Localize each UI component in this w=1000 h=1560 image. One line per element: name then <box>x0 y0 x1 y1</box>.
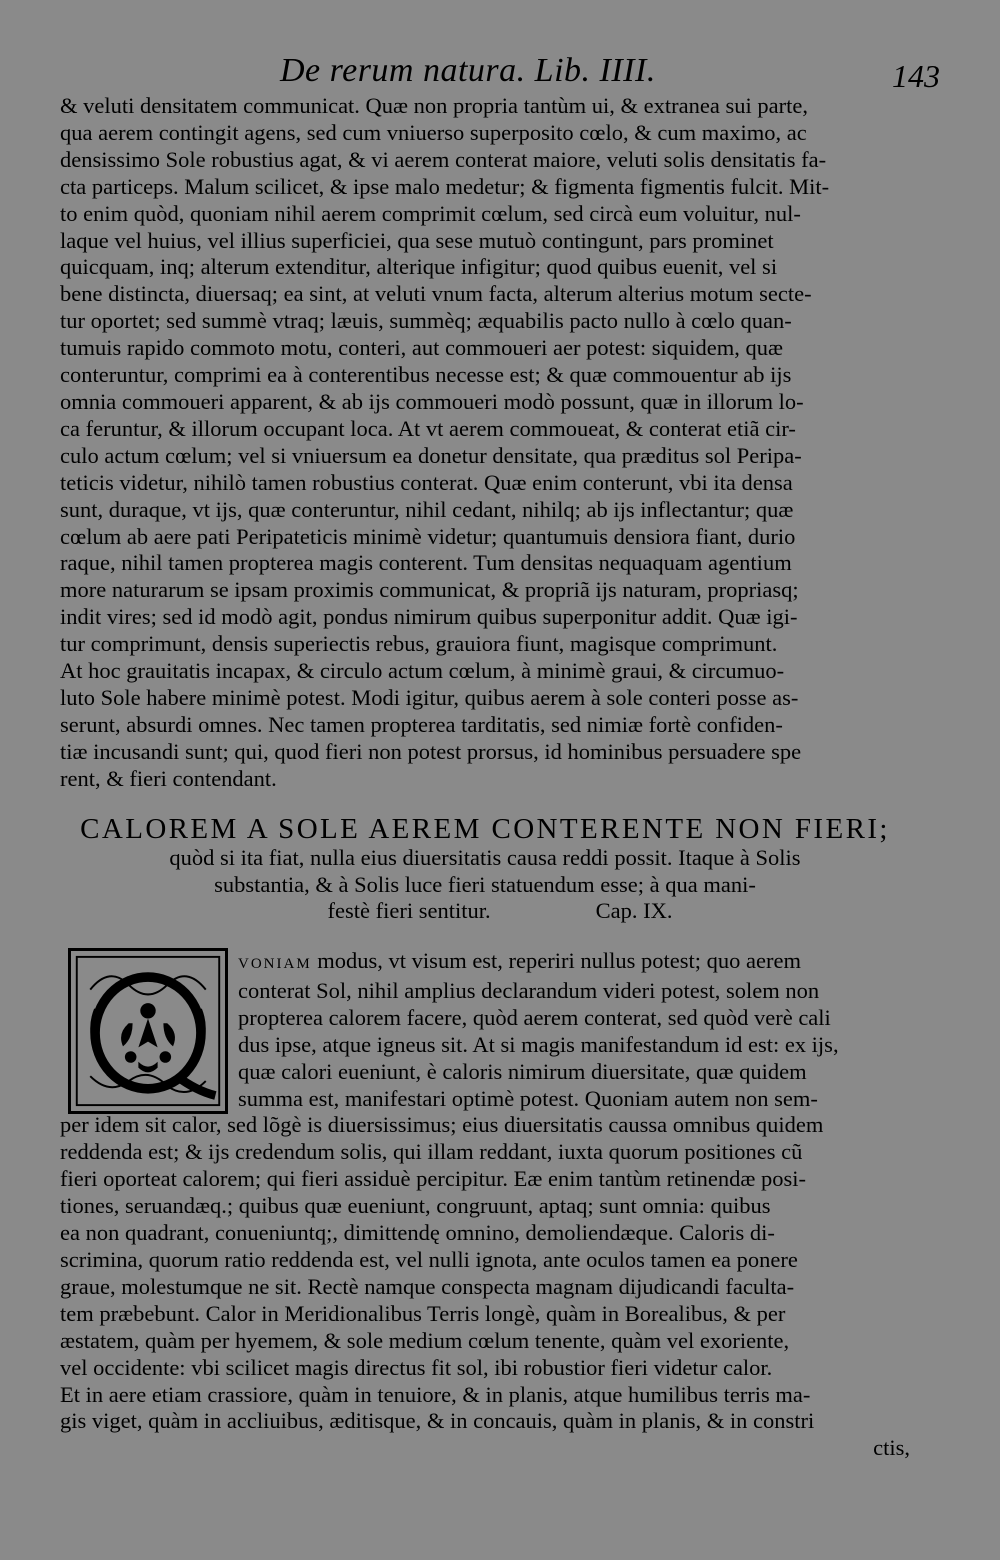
chapter-heading-caps: CALOREM A SOLE AEREM CONTERENTE NON FIERI; <box>80 813 890 845</box>
first-line-rest: modus, vt visum est, reperiri nullus potest; quo aerem <box>311 948 801 973</box>
body-line: densissimo Sole robustius agat, & vi aerem conterat maiore, veluti solis densitatis fa- <box>60 146 827 172</box>
chapter-indented-line: conterat Sol, nihil amplius declarandum videri potest, solem non <box>238 977 820 1003</box>
chapter-line: vel occidente: vbi scilicet magis directus fit sol, ibi robustior fieri videtur calor. <box>60 1354 773 1380</box>
body-line: qua aerem contingit agens, sed cum vniuerso superposito cœlo, & cum maximo, ac <box>60 119 807 145</box>
chapter-line: tiones, seruandæq.; quibus quæ eueniunt, congruunt, aptaq; sunt omnia: quibus <box>60 1193 771 1219</box>
chapter-number: Cap. IX. <box>595 898 673 923</box>
chapter-line: per idem sit calor, sed lõgè is diuersissimus; eius diuersitatis caussa omnibus quidem <box>60 1112 824 1138</box>
chapter-heading <box>60 813 910 925</box>
body-line: laque vel huius, vel illius superficiei, qua sese mutuò contingunt, pars prominet <box>60 227 774 253</box>
chapter-body <box>60 948 910 1462</box>
chapter-line: reddenda est; & ijs credendum solis, qui illam reddant, iuxta quorum positiones cũ <box>60 1139 803 1165</box>
body-line: culo actum cœlum; vel si vniuersum ea donetur densitate, qua præditus sol Peripa- <box>60 442 802 468</box>
body-line: At hoc grauitatis incapax, & circulo actum cœlum, à minimè graui, & circumuo- <box>60 658 785 684</box>
chapter-line: graue, molestumque ne sit. Rectè namque conspecta magnam dijudicandi faculta- <box>60 1273 795 1299</box>
chapter-line: Et in aere etiam crassiore, quàm in tenuiore, & in planis, atque humilibus terris ma- <box>60 1381 811 1407</box>
chapter-indented-line: propterea calorem facere, quòd aerem conterat, sed quòd verè cali <box>238 1004 831 1030</box>
chapter-heading-line4: festè fieri sentitur. <box>327 898 491 923</box>
body-line: ca feruntur, & illorum occupant loca. At vt aerem commoueat, & conterat etiã cir- <box>60 415 796 441</box>
body-line: to enim quòd, quoniam nihil aerem comprimit cœlum, sed circà eum voluitur, nul- <box>60 200 801 226</box>
chapter-line: fieri oporteat calorem; qui fieri assiduè percipitur. Eæ enim tantùm retinendæ posi- <box>60 1166 807 1192</box>
body-line: cœlum ab aere pati Peripateticis minimè videtur; quantumuis densiora fiant, durio <box>60 523 796 549</box>
body-line: bene distincta, diuersaq; ea sint, at veluti vnum facta, alterum alterius motum secte- <box>60 281 812 307</box>
body-line: conteruntur, comprimi ea à conterentibus necesse est; & quæ commouentur ab ijs <box>60 362 792 388</box>
first-word-smallcaps: VONIAM <box>238 956 312 972</box>
body-line: & veluti densitatem communicat. Quæ non propria tantùm ui, & extranea sui parte, <box>60 93 808 118</box>
body-line: cta particeps. Malum scilicet, & ipse malo medetur; & figmenta figmentis fulcit. Mit- <box>60 173 830 199</box>
chapter-line: scrimina, quorum ratio reddenda est, vel nulli ignota, ante oculos tamen ea ponere <box>60 1246 798 1272</box>
chapter-indented-line: dus ipse, atque igneus sit. At si magis manifestandum id est: ex ijs, <box>238 1031 839 1057</box>
full-width-lines <box>60 1112 910 1435</box>
body-text <box>60 93 910 793</box>
body-line: omnia commoueri apparent, & ab ijs commoueri modò possunt, quæ in illorum lo- <box>60 388 804 414</box>
catchword: ctis, <box>873 1435 910 1461</box>
body-line: tur oportet; sed summè vtraq; læuis, summèq; æquabilis pacto nullo à cœlo quan- <box>60 308 792 334</box>
page-number: 143 <box>892 58 940 94</box>
chapter-indented-line: quæ calori eueniunt, è caloris nimirum diuersitate, quæ quidem <box>238 1058 807 1084</box>
chapter-heading-line3: substantia, & à Solis luce fieri statuendum esse; à qua mani- <box>214 871 756 897</box>
chapter-heading-line4-wrap <box>60 898 910 925</box>
chapter-line: tem præbebunt. Calor in Meridionalibus Terris longè, quàm in Borealibus, & per <box>60 1300 786 1326</box>
body-line: indit vires; sed id modò agit, pondus nimirum quibus superponitur addit. Quæ igi- <box>60 604 798 630</box>
running-title: De rerum natura. Lib. IIII. <box>280 52 656 89</box>
body-line: tumuis rapido commoto motu, conteri, aut commoueri aer potest: siquidem, quæ <box>60 335 783 361</box>
chapter-line: ea non quadrant, conueniuntq;, dimittendę omnino, demoliendæque. Caloris di- <box>60 1220 775 1246</box>
body-line: raque, nihil tamen propterea magis conterent. Tum densitas nequaquam agentium <box>60 550 792 576</box>
chapter-line: gis viget, quàm in accliuibus, æditisque, & in concauis, quàm in planis, & in constri <box>60 1408 815 1434</box>
chapter-line: æstatem, quàm per hyemem, & sole medium cœlum tenente, quàm vel exoriente, <box>60 1327 790 1353</box>
body-line: sunt, duraque, vt ijs, quæ conteruntur, nihil cedant, nihilq; ab ijs inflectantur; quæ <box>60 496 794 522</box>
body-line: tur comprimunt, densis superiectis rebus, grauiora fiunt, magisque comprimunt. <box>60 631 778 657</box>
body-line: serunt, absurdi omnes. Nec tamen propterea tarditatis, sed nimiæ fortè confiden- <box>60 711 783 737</box>
body-line: luto Sole habere minimè potest. Modi igitur, quibus aerem à sole conteri posse as- <box>60 684 799 710</box>
body-line: teticis videtur, nihilò tamen robustius conterat. Quæ enim conterunt, vbi ita densa <box>60 469 793 495</box>
chapter-heading-line2: quòd si ita fiat, nulla eius diuersitatis causa reddi possit. Itaque à Solis <box>169 845 801 870</box>
chapter-first-line <box>60 948 910 978</box>
chapter-indented-line: summa est, manifestari optimè potest. Quoniam autem non sem- <box>238 1085 818 1111</box>
body-line: quicquam, inq; alterum extenditur, alterique infigitur; quod quibus euenit, vel si <box>60 254 778 280</box>
body-line: rent, & fieri contendant. <box>60 765 277 791</box>
decorated-initial-letter: Q <box>148 1043 149 1045</box>
body-line: tiæ incusandi sunt; qui, quod fieri non potest prorsus, id hominibus persuadere spe <box>60 738 802 764</box>
indented-lines <box>60 978 910 1113</box>
body-line: more naturarum se ipsam proximis communicat, & propriã ijs naturam, propriasq; <box>60 577 799 603</box>
